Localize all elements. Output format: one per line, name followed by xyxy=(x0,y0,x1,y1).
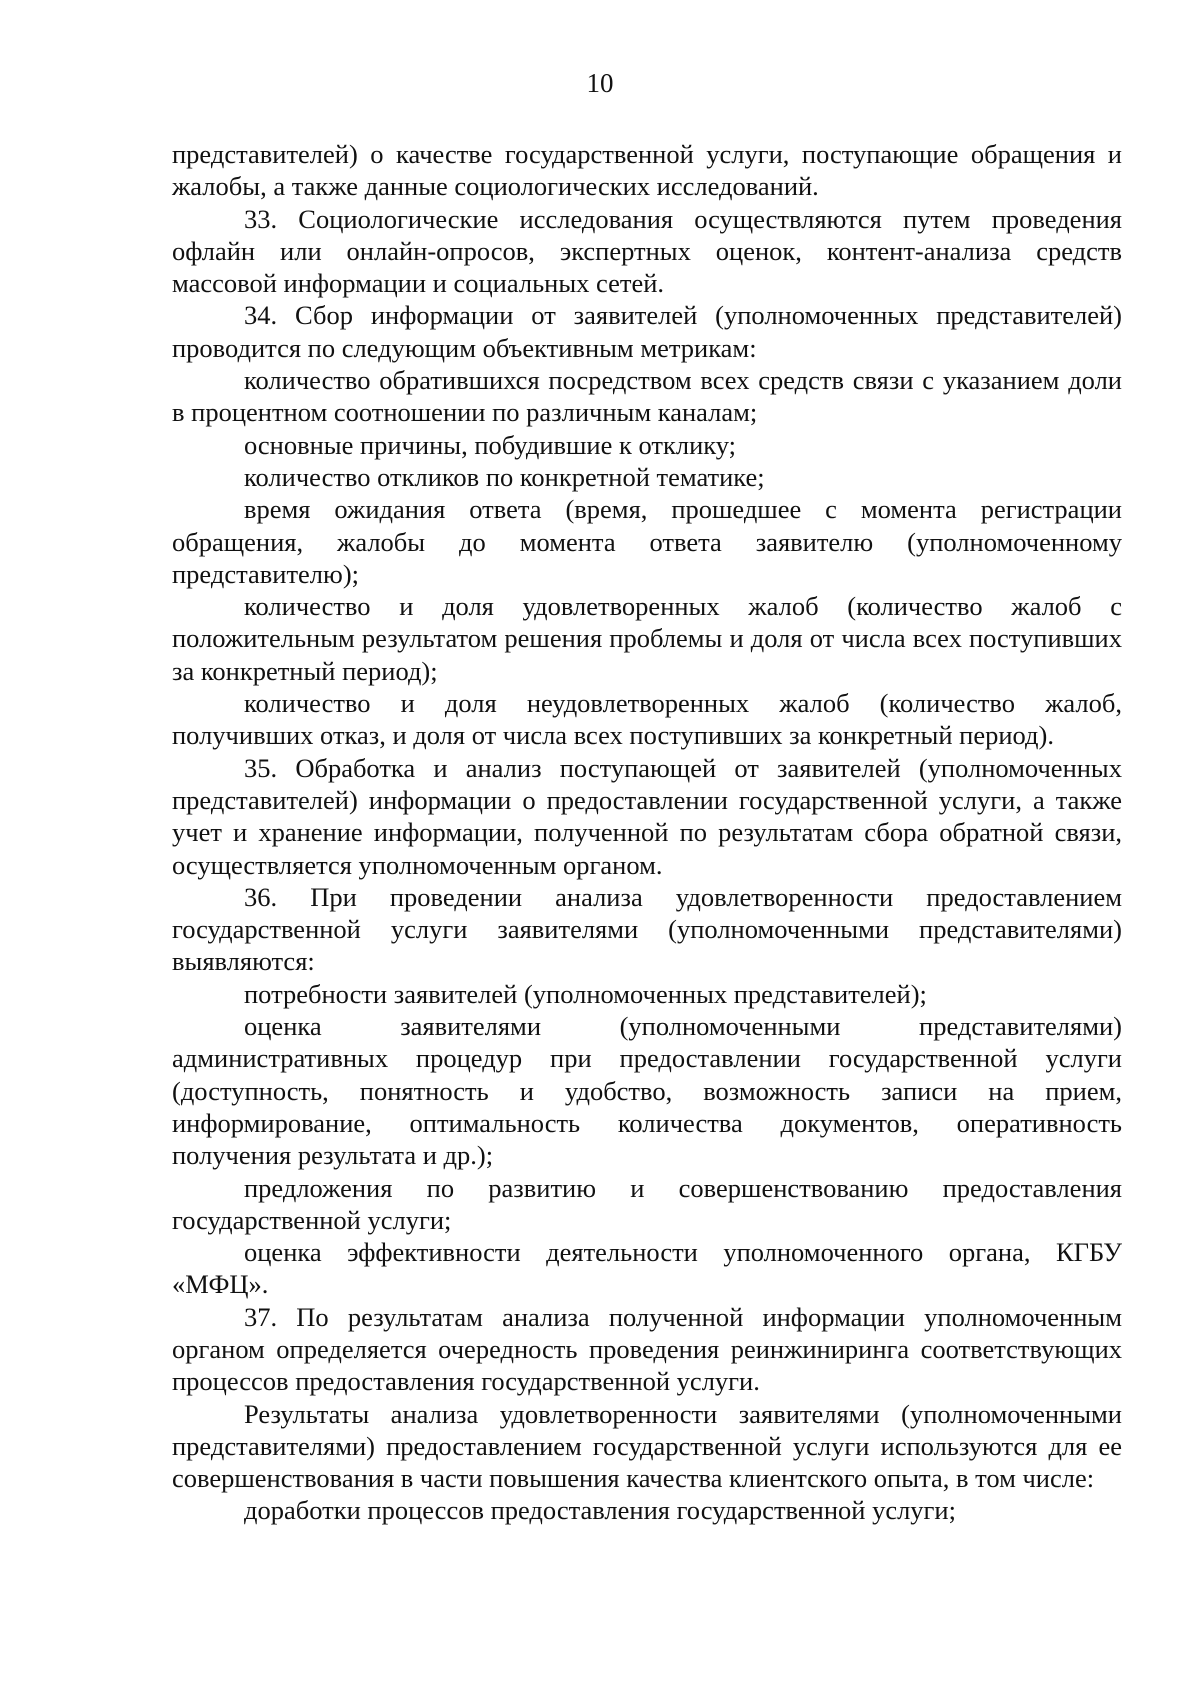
paragraph-item-35: 35. Обработка и анализ поступающей от заявителей (уполномоченных представителей) информации о предоставлении государственной услуги, а также учет и хранение информации, полученной по результатам сбора обратной связи, осуществляется уполномоченным органом. xyxy=(172,752,1122,880)
analysis-list-item: оценка эффективности деятельности уполномоченного органа, КГБУ «МФЦ». xyxy=(172,1237,1122,1300)
paragraph-continuation: представителей) о качестве государственной услуги, поступающие обращения и жалобы, а также данные социологических исследований. xyxy=(172,139,1122,202)
metric-list-item: время ожидания ответа (время, прошедшее с момента регистрации обращения, жалобы до момента ответа заявителю (уполномоченному представителю); xyxy=(172,494,1122,589)
analysis-list-item: потребности заявителей (уполномоченных представителей); xyxy=(244,978,927,1009)
analysis-list-item: оценка заявителями (уполномоченными представителями) административных процедур при предоставлении государственной услуги (доступность, понятность и удобство, возможность записи на прием, информирование, оптимальность количества документов, оперативность получения результата и др.); xyxy=(172,1011,1122,1171)
metric-list-item: количество и доля неудовлетворенных жалоб (количество жалоб, получивших отказ, и доля от числа всех поступивших за конкретный период). xyxy=(172,688,1122,751)
metric-list-item: количество и доля удовлетворенных жалоб (количество жалоб с положительным результатом решения проблемы и доля от числа всех поступивших за конкретный период); xyxy=(172,591,1122,686)
metric-list-item: количество обратившихся посредством всех средств связи с указанием доли в процентном соотношении по различным каналам; xyxy=(172,365,1122,428)
paragraph-item-37: 37. По результатам анализа полученной информации уполномоченным органом определяется очередность проведения реинжиниринга соответствующих процессов предоставления государственной услуги. xyxy=(172,1301,1122,1397)
results-paragraph: Результаты анализа удовлетворенности заявителями (уполномоченными представителями) предоставлением государственной услуги используются для ее совершенствования в части повышения качества клиентского опыта, в том числе: xyxy=(172,1398,1122,1494)
page-number: 10 xyxy=(586,68,614,98)
paragraph-item-34: 34. Сбор информации от заявителей (уполномоченных представителей) проводится по следующим объективным метрикам: xyxy=(172,300,1122,363)
analysis-list-item: предложения по развитию и совершенствованию предоставления государственной услуги; xyxy=(172,1172,1122,1235)
improvement-list-item: доработки процессов предоставления государственной услуги; xyxy=(244,1495,956,1526)
metric-list-item: количество откликов по конкретной тематике; xyxy=(244,461,765,492)
paragraph-item-33: 33. Социологические исследования осуществляются путем проведения офлайн или онлайн-опросов, экспертных оценок, контент-анализа средств массовой информации и социальных сетей. xyxy=(172,203,1122,299)
paragraph-item-36: 36. При проведении анализа удовлетворенности предоставлением государственной услуги заявителями (уполномоченными представителями) выявляются: xyxy=(172,881,1122,977)
document-body xyxy=(172,138,1122,1527)
metric-list-item: основные причины, побудившие к отклику; xyxy=(244,429,737,460)
